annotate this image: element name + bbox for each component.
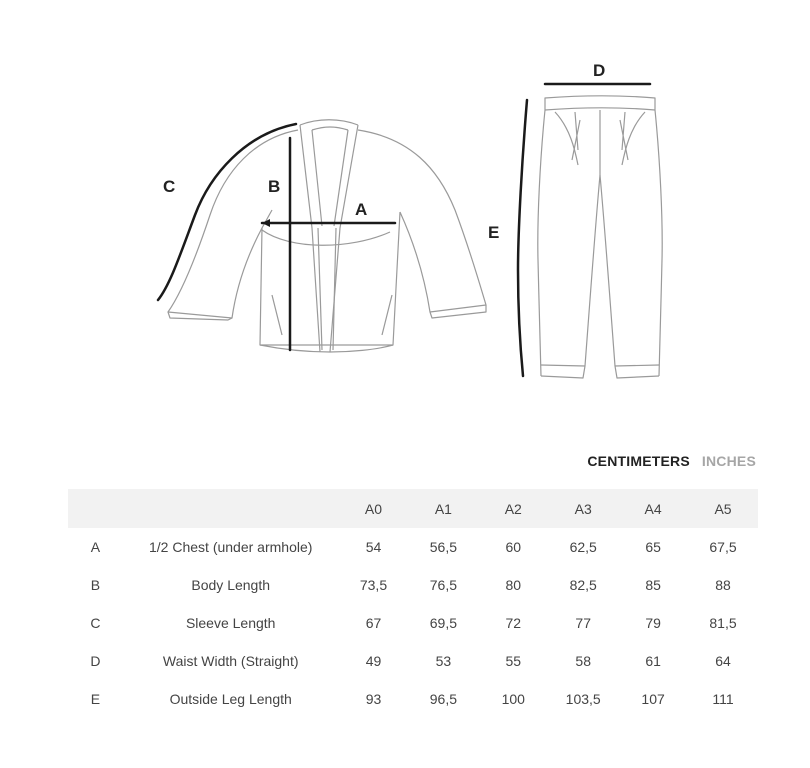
row-code: A	[90, 539, 101, 555]
header-size-a2: A2	[504, 500, 522, 517]
header-cell	[123, 489, 339, 528]
unit-centimeters-tab[interactable]: CENTIMETERS	[587, 453, 690, 469]
cell-value: 58	[575, 653, 591, 669]
cell-value: 100	[501, 691, 525, 707]
label-d: D	[593, 61, 606, 80]
label-a: A	[355, 200, 368, 219]
row-name: Waist Width (Straight)	[162, 653, 299, 669]
cell-value: 73,5	[359, 577, 388, 593]
cell-value: 107	[641, 691, 665, 707]
cell-value: 85	[645, 577, 661, 593]
cell-value: 88	[715, 577, 731, 593]
cell-value: 80	[505, 577, 522, 593]
cell-value: 72	[505, 615, 522, 631]
header-size-a0: A0	[364, 500, 383, 517]
row-code: E	[90, 691, 101, 707]
cell-value: 61	[645, 653, 661, 669]
row-code: D	[90, 653, 101, 669]
header-size-a4: A4	[644, 500, 662, 517]
cell-value: 49	[365, 653, 382, 669]
row-code: C	[90, 615, 101, 631]
dimension-c-line	[158, 124, 296, 300]
unit-toggle	[587, 453, 756, 469]
header-cell	[68, 489, 123, 528]
label-c: C	[163, 177, 176, 196]
cell-value: 53	[435, 653, 452, 669]
cell-value: 67	[365, 615, 382, 631]
header-size-a3: A3	[574, 500, 592, 517]
label-b: B	[268, 177, 281, 196]
row-name: 1/2 Chest (under armhole)	[149, 539, 313, 555]
unit-inches-tab[interactable]: INCHES	[701, 453, 756, 469]
label-e: E	[488, 223, 500, 242]
header-size-a1: A1	[434, 500, 452, 517]
trousers-drawing	[538, 96, 662, 378]
size-table	[68, 489, 758, 718]
table-row	[68, 642, 758, 680]
cell-value: 55	[505, 653, 522, 669]
cell-value: 56,5	[429, 539, 458, 555]
row-code: B	[90, 577, 101, 593]
cell-value: 64	[715, 653, 731, 669]
cell-value: 96,5	[429, 691, 458, 707]
cell-value: 93	[365, 691, 382, 707]
cell-value: 103,5	[565, 691, 601, 707]
table-row	[68, 528, 758, 566]
cell-value: 60	[505, 539, 522, 555]
cell-value: 79	[645, 615, 661, 631]
cell-value: 77	[575, 615, 591, 631]
cell-value: 69,5	[429, 615, 458, 631]
cell-value: 82,5	[569, 577, 597, 593]
jacket-drawing	[168, 120, 486, 352]
table-header-row	[68, 489, 758, 528]
cell-value: 76,5	[429, 577, 458, 593]
cell-value: 54	[365, 539, 382, 555]
row-name: Outside Leg Length	[169, 691, 292, 707]
row-name: Body Length	[191, 577, 271, 593]
header-size-a5: A5	[714, 500, 732, 517]
cell-value: 65	[645, 539, 661, 555]
cell-value: 81,5	[709, 615, 737, 631]
dimension-e-line	[518, 100, 527, 376]
table-row	[68, 680, 758, 718]
cell-value: 111	[712, 691, 734, 707]
row-name: Sleeve Length	[185, 615, 276, 631]
table-row	[68, 604, 758, 642]
cell-value: 62,5	[569, 539, 597, 555]
cell-value: 67,5	[709, 539, 737, 555]
table-row	[68, 566, 758, 604]
